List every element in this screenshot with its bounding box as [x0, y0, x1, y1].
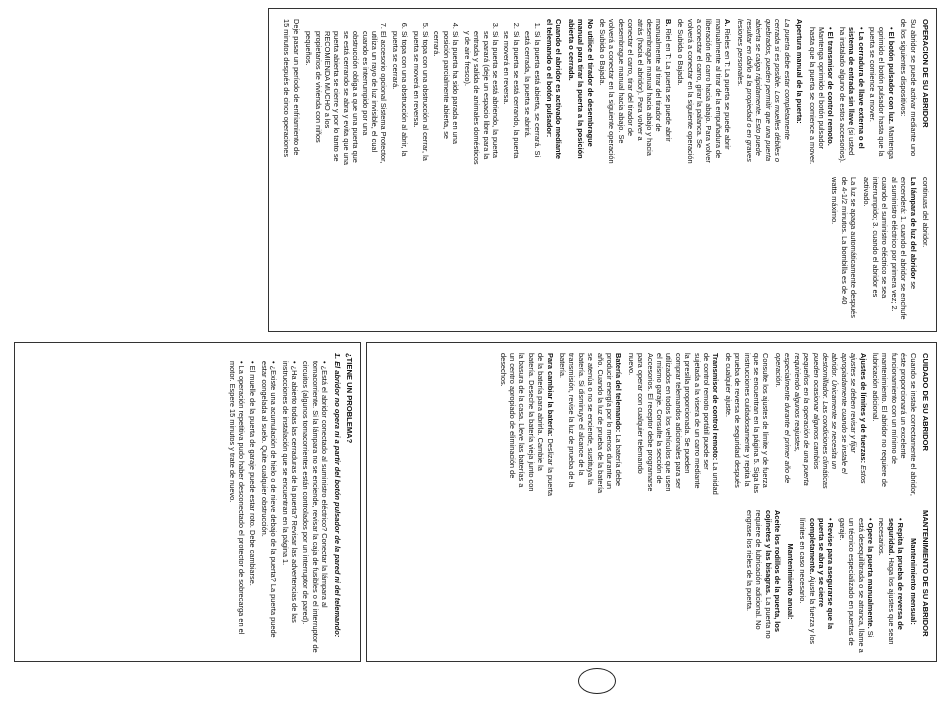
light-note: La lámpara de luz del abridor se encenderá: 1. cuando el abridor se enchufe al suministro eléctrico por primera vez; 2. cuando el suministro eléctrico se sea interrumpido; 3. cuando el abridor es activado. [861, 177, 918, 320]
care-intro: Cuando se instale correctamente el abridor, éste proporcionará un excelente funcionamiento con un mínimo de mantenimiento. El abridor no requiere de lubricación adicional. [870, 353, 918, 496]
operation-panel [268, 8, 937, 332]
release-warning: No utilice el tirador de desembrague manual para tirar la puerta a la posición abierta o cerrada. [566, 19, 595, 159]
operation-intro: Su abridor se puede activar mediante uno de los siguientes dispositivos: [899, 19, 918, 157]
page-number-oval [578, 668, 616, 694]
manual-open-warning: La puerta debe estar completamente cerrada si es posible. Los muelles débiles o quebrados, pueden permitir que una puerta abierta se caiga rápidamente. Esto puede resultar en daño a la propiedad o en graves lesiones personales. [735, 19, 792, 162]
care-maintenance-content [367, 343, 936, 661]
monthly-title: Mantenimiento mensual: [908, 538, 918, 625]
rail-item-b: B. Riel en T: La puerta se puede abrir manualmente al tirar del tirador de desembrague manual hacia abajo y hacia atrás (hacia el abridor). Para volver a conectar el carro, tirar del tirador de desembrague manual hacia abajo. Se volverá a conectar en la siguiente operación de Subida o Bajada. [598, 19, 673, 164]
problem-item: • La operación repetitiva pudo haber desconectado el protector de sobrecarga en el motor. Espere 15 minutos y trate de nuevo. [227, 361, 246, 635]
care-title: CUIDADO DE SU ABRIDOR [921, 353, 930, 452]
troubleshooting-content [15, 343, 360, 661]
step-item: 5. Si topa con una obstrucción al cerrar, la puerta se moverá en reversa. [411, 31, 430, 165]
problem-title: ¿TIENE UN PROBLEMA? [345, 353, 354, 444]
step-item: 4. Si la puerta ha sido parada en una posición parcialmente abierta, se cerrará. [432, 31, 460, 165]
troubleshooting-panel [14, 342, 361, 662]
care-maintenance-panel [366, 342, 937, 662]
step-item: 1. Si la puerta está abierta, se cerrará. Si está cerrada, la puerta se abrirá. [523, 31, 542, 165]
annual-paragraph: Aceite los rodillos de la puerta, los cojinetes y las bisagras. La puerta no requiere de lubricación adicional. No engrase los rieles de la puerta. [745, 510, 783, 639]
step-item: 2. Si la puerta se está cerrando, la puerta se moverá en reversa. [502, 31, 521, 165]
device-list [807, 19, 896, 165]
monthly-item: • Opere la puerta manualmente. Si está desequilibrada o se atranca, llame a un técnico especializado en puertas de garaje. [837, 518, 875, 653]
change-battery-paragraph: Para cambiar la batería: Deslizar la puerta de la batería para abrirla. Cambie la batería. Deseche la batería vieja junto con la basura de la casa. Lleve las baterías a un centro apropiado de eliminación de desechos. [498, 353, 555, 496]
remote-paragraph: Transmisor de control remoto: La unidad de control remoto portátil puede ser sujetada a la visera de un carro mediante la presilla proporcionada. Se pueden comprar telemandos adicionales para ser utilizados en todos los vehículos que usen el mismo garaje. Consulte la sección de Accesorios. El receptor debe programarse para operar con cualquier telemando nuevo. [626, 353, 721, 495]
step-item: 3. Si la puerta se está abriendo, la puerta se parará (deje un espacio libre para la entrada y salida de animales domésticos y de aire fresco). [462, 31, 500, 165]
annual-title: Mantenimiento anual: [785, 543, 795, 620]
maintenance-title: MANTENIMIENTO DE SU ABRIDOR [921, 510, 930, 637]
operation-content [269, 9, 936, 331]
monthly-item: • Repita la prueba de reversa de seguridad. Haga los ajustes que sean necesarios. [877, 518, 906, 645]
limits-paragraph: Ajustes de límites y de fuerzas: Estos ajustes se deben revisar y fijar apropiadamente cuando se instale el abridor. Únicamente se necesita un destornillador. Las condiciones climáticas pueden ocasionar algunos cambios pequeños en la operación de una puerta requiriendo algunos reajustes, especialmente durante el primer año de operación. [773, 353, 868, 489]
cooldown-note: Deje pasar un período de enfriamiento de 15 minutos después de cinco operaciones continuas del abridor. [282, 19, 930, 248]
rail-item-a: A. Rieles en T: La puerta se puede abrir manualmente al tirar de la empuñadura de liberación del carro hacia abajo. Para volver a conectar el carro, girar la palanca. Se volverá a conectar en la siguiente operación de Subida o Bajada. [676, 19, 733, 164]
problem-item: • ¿Ha abierto todas las cerraduras de la puerta? Revisar las advertencias de las instrucciones de instalación que se encuentran en la página 1. [280, 361, 299, 623]
problem-question: 1. El abridor no opera ni a partir del botón pulsador de la pared ni del telemando: [332, 353, 342, 638]
monthly-item: • Revise para asegurarse que la puerta se abra y se cierre completamente. Ajuste la fuerza y los límites en caso necesario. [798, 518, 836, 645]
step-item: 6. Si topa con una obstrucción al abrir, la puerta se cerrará. [390, 31, 409, 165]
limits-more: Consulte los ajustes de límite y de fuerza que se encuentran en la página 5. Siga las instrucciones cuidadosamente y repita la prueba de reversa de seguridad después de cualquier ajuste. [723, 353, 771, 494]
device-item: • El transmisor de control remoto. Mantenga oprimido el botón pulsador hasta que la puerta se comience a mover. [807, 27, 836, 165]
problem-item: • ¿Existe una acumulación de hielo o de nieve debajo de la puerta? La puerta puede estar congelada al suelo. Quite cualquier obstrucción. [259, 361, 279, 638]
operation-title: OPERACION DE SU ABRIDOR [921, 19, 930, 128]
problem-list [227, 353, 329, 653]
device-item: • El botón pulsador con luz. Mantenga oprimido el botón pulsador hasta que la puerta se comience a mover. [867, 27, 896, 159]
activation-heading: Cuando el abridor es activado mediante el telemando o el botón pulsador: [544, 19, 564, 160]
monthly-list [798, 510, 905, 653]
manual-open-heading: Apertura manual de la puerta: [795, 19, 805, 124]
problem-item: • ¿Está el abridor conectado al suministro eléctrico? Conectar la lámpara al tomacorriente. Si la lámpara no se enciende, revisar la caja de fusibles o el interruptor de circuitos (algunos tomacorrientes están controlados por un interruptor de pared). [301, 361, 330, 653]
problem-item: • El muelle de la puerta de garaje puede estar roto. Debe cambiarse. [248, 361, 258, 586]
step-item: 7. El accesorio opcional Sistema Protector, utiliza un rayo de luz invisible, el cual cuando es interrumpido por una obstrucción obliga a que una puerta que se está cerrando se abra y evita que una puerta abierta se cierre y por lo tanto se RECOMIENDA MUCHO a los propietarios de vivienda con niños pequeños. [304, 31, 389, 165]
activation-steps [304, 19, 542, 165]
battery-paragraph: Batería del telemando: La batería debe producir energía por lo menos durante un año. Cuando la luz de prueba de la batería se atenúa o no se enciende, sustituya la batería. Si disminuye el alcance de la transmisión, revise la luz de prueba de la batería. [557, 353, 624, 494]
device-item: • La cerradura de llave externa o el sistema de entrada sin llave (si usted ha instalado alguno de estos accesorios). [837, 27, 866, 163]
light-off-note: La luz se apaga automáticamente después de 4-1/2 minutos. La bombilla es de 40 watts máximo. [830, 177, 859, 318]
